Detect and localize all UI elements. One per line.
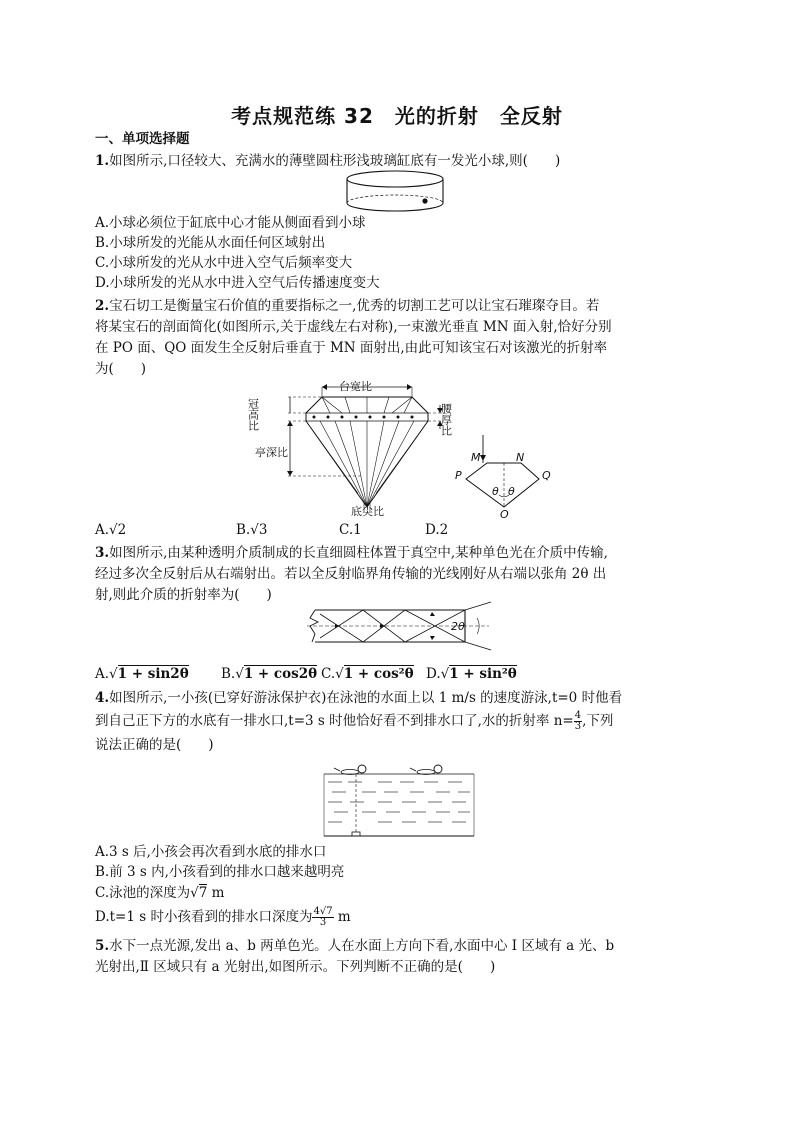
gemstone-figure — [246, 375, 551, 521]
option-b: B.小球所发的光能从水面任何区域射出 — [95, 235, 326, 251]
option-b — [221, 664, 317, 684]
option-a — [95, 520, 126, 540]
option-value: √3 — [250, 522, 268, 538]
option-letter: B. — [221, 666, 236, 682]
sqrt-sign: √ — [109, 666, 118, 682]
point-n: N — [516, 451, 525, 464]
glass-tank-figure — [345, 170, 445, 216]
option-c — [95, 883, 224, 903]
point-p: P — [455, 469, 462, 482]
sqrt-sign: √ — [190, 885, 199, 901]
option-text: D.t=1 s 时小孩看到的排水口深度为 — [95, 909, 313, 925]
option-c: C.小球所发的光从水中进入空气后频率变大 — [95, 255, 353, 271]
option-d — [95, 907, 351, 928]
cylinder-medium-figure — [305, 606, 495, 656]
point-m: M — [471, 451, 481, 464]
fraction-denominator: 3 — [574, 721, 582, 732]
fraction-denominator: 3 — [319, 917, 327, 928]
label-culet-ratio: 底尖比 — [351, 505, 384, 518]
option-text: C.泳池的深度为 — [95, 885, 191, 901]
option-letter: A. — [95, 666, 110, 682]
question-number: 5. — [95, 938, 110, 954]
depth-fraction — [312, 907, 333, 928]
sqrt-sign: √ — [440, 666, 450, 682]
option-letter: D. — [426, 666, 441, 682]
angle-theta-right: θ — [508, 485, 515, 498]
question-3-line-1 — [95, 543, 608, 563]
question-2-line-4: 为( ) — [95, 361, 147, 377]
option-a: A.小球必须位于缸底中心才能从侧面看到小球 — [95, 215, 366, 231]
question-3-line-3: 射,则此介质的折射率为( ) — [95, 587, 272, 603]
question-text: 如图所示,一小孩(已穿好游泳保护衣)在泳池的水面上以 1 m/s 的速度游泳,t=0 时他看 — [109, 690, 623, 706]
point-q: Q — [542, 469, 551, 482]
glowing-ball — [422, 198, 427, 203]
swimmer-left — [334, 765, 366, 775]
question-2-line-3: 在 PO 面、QO 面发生全反射后垂直于 MN 面射出,由此可知该宝石对该激光的折射率 — [95, 340, 608, 356]
question-text: 宝石切工是衡量宝石价值的重要指标之一,优秀的切割工艺可以让宝石璀璨夺目。若 — [109, 298, 600, 314]
refractive-index-fraction — [574, 711, 582, 732]
radicand: 7 — [198, 885, 208, 901]
question-text: 如图所示,由某种透明介质制成的长直细圆柱体置于真空中,某种单色光在介质中传输, — [109, 545, 608, 561]
question-2-line-1 — [95, 296, 599, 316]
option-c — [321, 664, 414, 684]
fraction-numerator: 4 — [574, 710, 582, 721]
question-number: 2. — [95, 298, 110, 314]
option-letter: B. — [236, 522, 251, 538]
angle-theta-left: θ — [492, 485, 499, 498]
section-heading: 一、单项选择题 — [95, 131, 190, 147]
option-letter: C. — [321, 666, 336, 682]
label-2theta: 2θ — [451, 620, 465, 633]
question-3-line-2: 经过多次全反射后从右端射出。若以全反射临界角传输的光线刚好从右端以张角 2θ 出 — [95, 566, 607, 582]
unit: m — [333, 909, 351, 925]
question-4-line-2 — [95, 711, 613, 732]
question-4-line-3: 说法正确的是( ) — [95, 737, 214, 753]
question-text: 如图所示,口径较大、充满水的薄壁圆柱形浅玻璃缸底有一发光小球,则( ) — [109, 153, 561, 169]
fraction-numerator: 4√7 — [313, 906, 333, 917]
option-d — [426, 664, 517, 684]
label-girdle-ratio: 腰厚比 — [439, 403, 453, 436]
sqrt-sign: √ — [235, 666, 244, 682]
option-value: 1 + cos²θ — [343, 666, 414, 682]
option-d: D.小球所发的光从水中进入空气后传播速度变大 — [95, 275, 380, 291]
option-b — [236, 520, 267, 540]
question-text: 到自己正下方的水底有一排水口,t=3 s 时他恰好看不到排水口了,水的折射率 n= — [95, 713, 574, 729]
unit: m — [207, 885, 225, 901]
drain-outlet — [352, 832, 360, 836]
option-value: 1 + sin2θ — [117, 666, 189, 682]
sqrt-sign: √ — [335, 666, 344, 682]
option-a: A.3 s 后,小孩会再次看到水底的排水口 — [95, 844, 327, 860]
question-number: 3. — [95, 545, 110, 561]
option-value: 1 + sin²θ — [449, 666, 517, 682]
question-2-line-2: 将某宝石的剖面简化(如图所示,关于虚线左右对称),一束激光垂直 MN 面入射,恰好分别 — [95, 319, 612, 335]
label-crown-ratio: 冠高比 — [246, 398, 260, 431]
option-value: √2 — [109, 522, 127, 538]
question-5-line-2: 光射出,Ⅱ 区域只有 a 光射出,如图所示。下列判断不正确的是( ) — [95, 959, 496, 975]
option-a — [95, 664, 189, 684]
label-pavilion-ratio: 亭深比 — [255, 446, 288, 459]
label-table-ratio: 台宽比 — [339, 380, 372, 393]
point-o: O — [500, 508, 509, 521]
swimmer-right — [410, 765, 442, 775]
option-c: C.1 — [339, 522, 362, 538]
swimming-pool-figure — [318, 760, 478, 840]
question-number: 1. — [95, 153, 110, 169]
option-b: B.前 3 s 内,小孩看到的排水口越来越明亮 — [95, 864, 345, 880]
option-letter: A. — [95, 522, 110, 538]
question-1-stem — [95, 151, 560, 171]
question-5-line-1 — [95, 936, 614, 956]
option-d: D.2 — [425, 522, 449, 538]
question-text: ,下列 — [582, 713, 614, 729]
question-text: 水下一点光源,发出 a、b 两单色光。人在水面上方向下看,水面中心 Ⅰ 区域有 a 光、b — [109, 938, 615, 954]
option-value: 1 + cos2θ — [243, 666, 318, 682]
question-number: 4. — [95, 690, 110, 706]
page-title: 考点规范练 32 光的折射 全反射 — [231, 104, 563, 128]
question-4-line-1 — [95, 688, 622, 708]
